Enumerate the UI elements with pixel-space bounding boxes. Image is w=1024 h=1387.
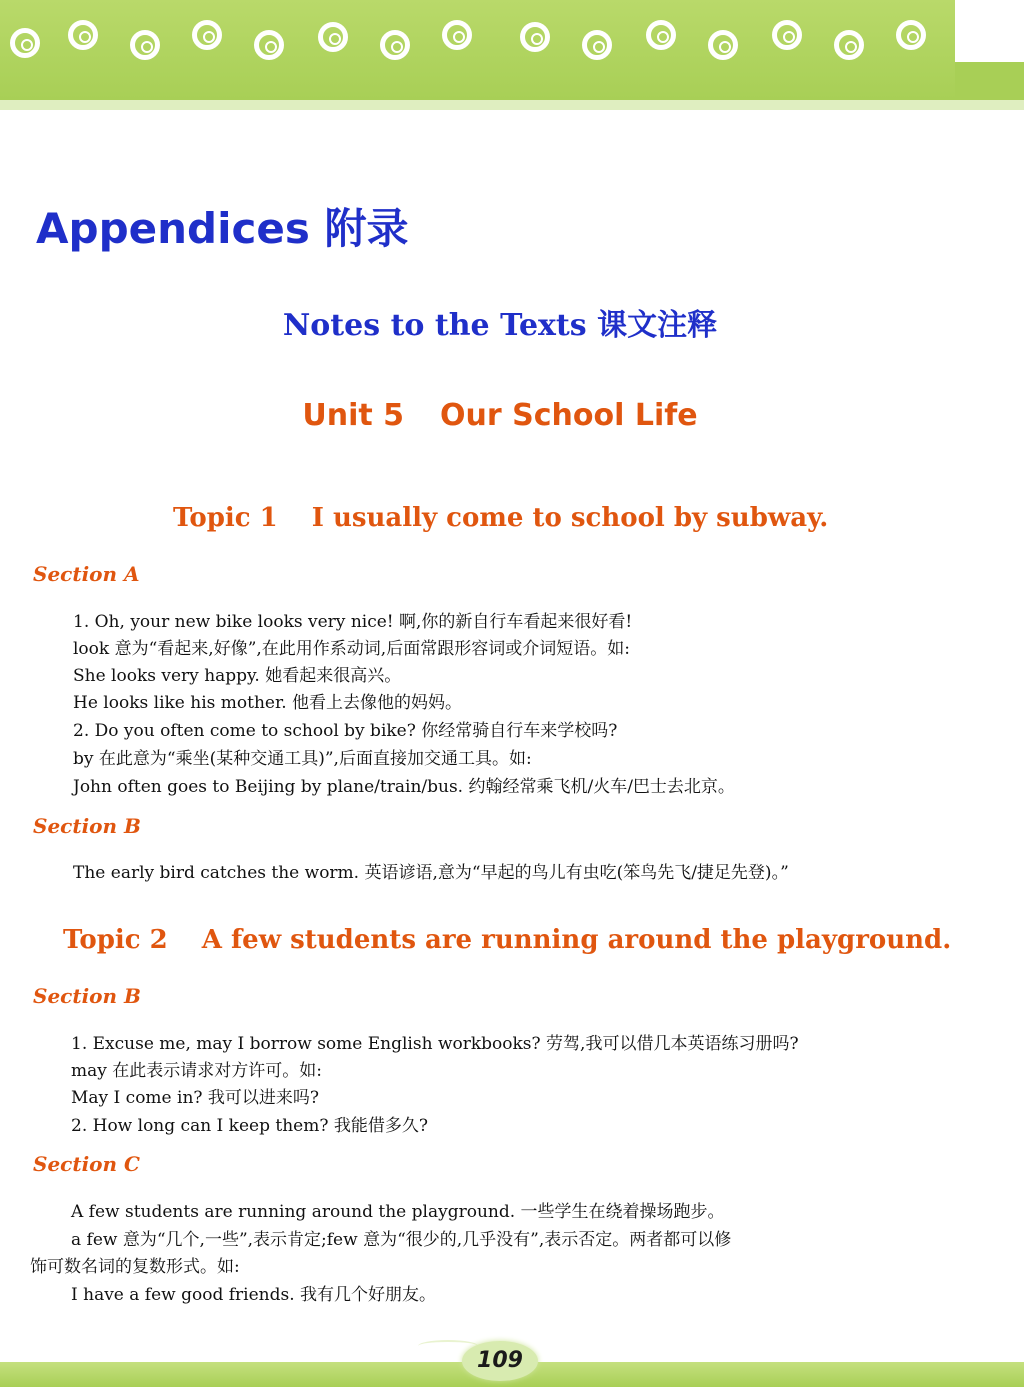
note-line: A few students are running around the playground. 一些学生在绕着操场跑步。 <box>71 1202 725 1222</box>
topic2-section-c-heading: Section C <box>33 1152 140 1176</box>
note-line: a few 意为“几个,一些”,表示肯定;few 意为“很少的,几乎没有”,表示否定。两者都可以修 <box>71 1230 732 1250</box>
ring-icon <box>254 30 284 60</box>
note-line: The early bird catches the worm. 英语谚语,意为“早起的鸟儿有虫吃(笨鸟先飞/捷足先登)。” <box>73 863 789 883</box>
note-line: She looks very happy. 她看起来很高兴。 <box>73 666 402 686</box>
topic1-section-a-heading: Section A <box>33 562 140 586</box>
topic1-heading: I usually come to school by subway. <box>311 503 829 533</box>
note-line: 2. How long can I keep them? 我能借多久? <box>71 1116 428 1136</box>
note-line: May I come in? 我可以进来吗? <box>71 1088 320 1108</box>
page-number: 109 <box>462 1341 538 1381</box>
note-line: 1. Oh, your new bike looks very nice! 啊,你的新自行车看起来很好看! <box>73 612 633 632</box>
ring-icon <box>896 20 926 50</box>
note-line: John often goes to Beijing by plane/train/bus. 约翰经常乘飞机/火车/巴士去北京。 <box>73 777 735 797</box>
unit-title <box>0 398 1000 433</box>
notes-title: Notes to the Texts 课文注释 <box>282 308 718 343</box>
unit-name: Our School Life <box>440 398 698 433</box>
ring-icon <box>442 20 472 50</box>
note-line: look 意为“看起来,好像”,在此用作系动词,后面常跟形容词或介词短语。如: <box>73 639 630 659</box>
ring-icon <box>646 20 676 50</box>
topic2-heading: A few students are running around the playground. <box>201 925 952 955</box>
note-line: 饰可数名词的复数形式。如: <box>30 1257 240 1277</box>
note-line: may 在此表示请求对方许可。如: <box>71 1061 322 1081</box>
note-line: He looks like his mother. 他看上去像他的妈妈。 <box>73 693 463 713</box>
page-title: Appendices 附录 <box>36 204 409 253</box>
note-line: 1. Excuse me, may I borrow some English workbooks? 劳驾,我可以借几本英语练习册吗? <box>71 1034 799 1054</box>
ring-icon <box>318 22 348 52</box>
ring-icon <box>582 30 612 60</box>
topic1-section-b-heading: Section B <box>33 814 141 838</box>
ring-icon <box>708 30 738 60</box>
ring-icon <box>380 30 410 60</box>
topic2-section-b-heading: Section B <box>33 984 141 1008</box>
topic2-title <box>63 925 951 955</box>
ring-icon <box>10 28 40 58</box>
topic1-title <box>173 503 828 533</box>
ring-icon <box>772 20 802 50</box>
ring-icon <box>68 20 98 50</box>
ring-icon <box>834 30 864 60</box>
note-line: I have a few good friends. 我有几个好朋友。 <box>71 1285 437 1305</box>
ring-icon <box>520 22 550 52</box>
ring-icon <box>192 20 222 50</box>
note-line: 2. Do you often come to school by bike? 你经常骑自行车来学校吗? <box>73 721 618 741</box>
ring-icon <box>130 30 160 60</box>
topic1-label: Topic 1 <box>173 503 278 533</box>
top-band-extension <box>955 62 1024 100</box>
note-line: by 在此意为“乘坐(某种交通工具)”,后面直接加交通工具。如: <box>73 749 532 769</box>
topic2-label: Topic 2 <box>63 925 168 955</box>
top-band-stripe <box>0 100 1024 110</box>
unit-number: Unit 5 <box>302 398 405 433</box>
decorative-rings <box>0 18 955 68</box>
